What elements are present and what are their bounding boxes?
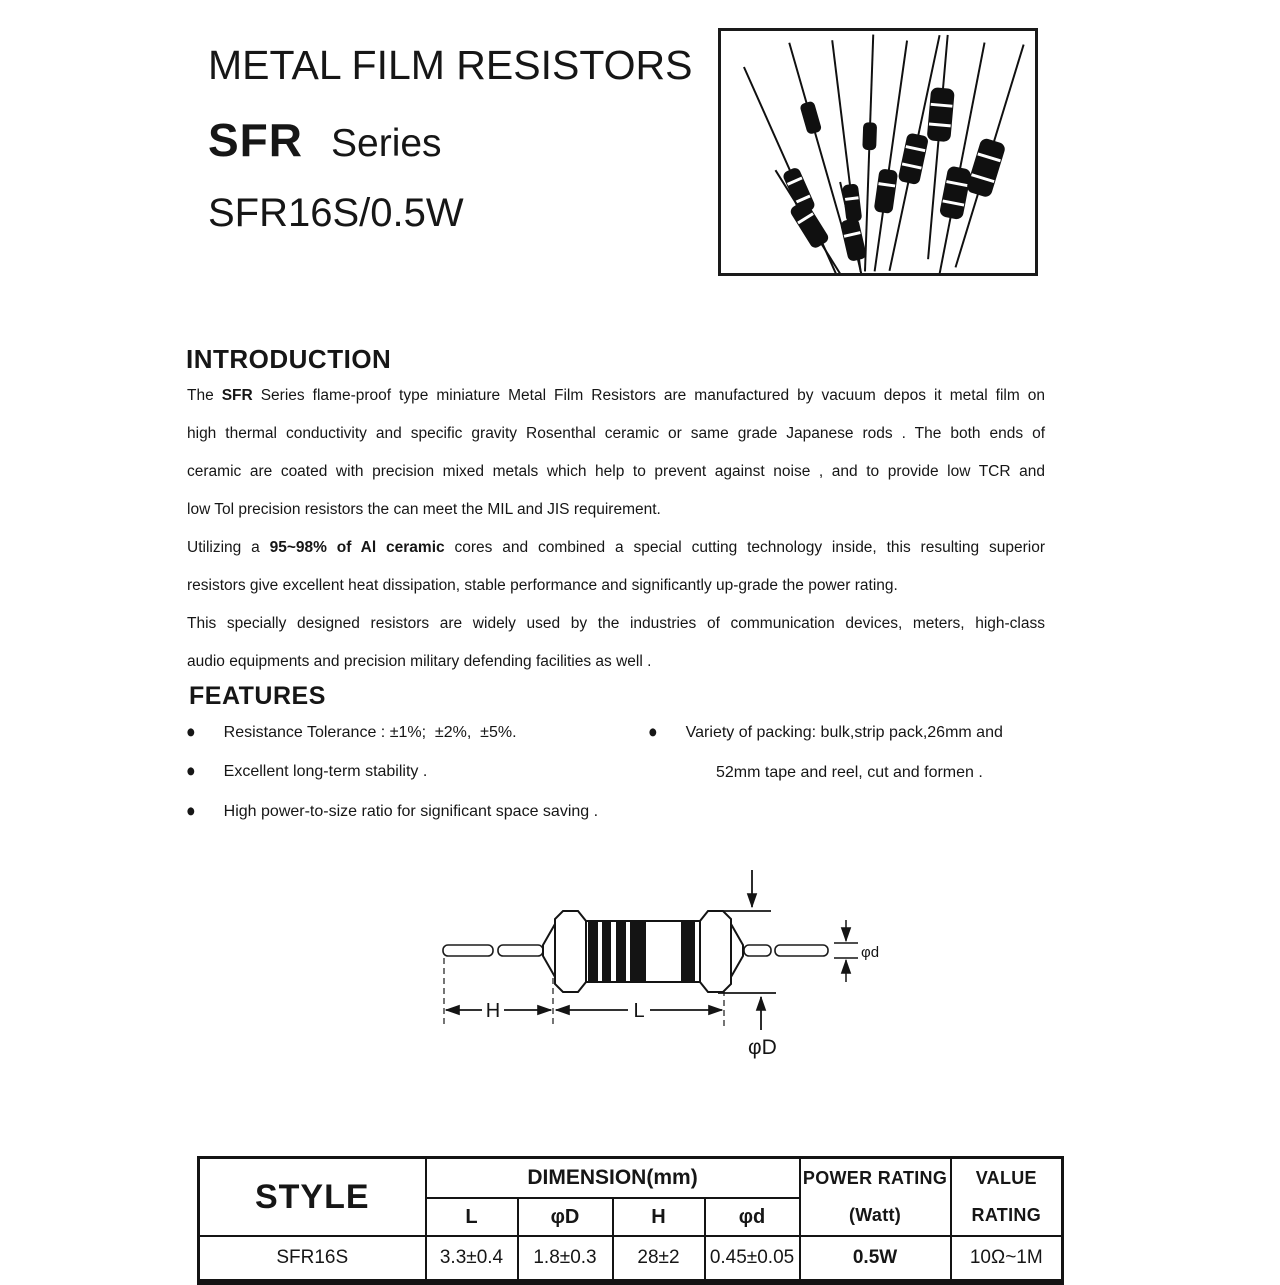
resistors-photo-graphic	[721, 31, 1035, 273]
features-heading: FEATURES	[189, 682, 326, 710]
intro-text-bold: SFR	[221, 387, 253, 404]
resistor-lead-left	[443, 945, 543, 956]
dimension-phi-d-lead	[834, 920, 879, 982]
intro-line	[187, 377, 1045, 415]
photo-resistor	[944, 41, 1035, 271]
table-header-l: L	[426, 1198, 518, 1236]
table-header-power-rating	[800, 1158, 951, 1237]
intro-text: Utilizing a	[187, 539, 270, 556]
cell-phi-d: 1.8±0.3	[518, 1236, 613, 1282]
feature-text: Variety of packing: bulk,strip pack,26mm and	[685, 724, 1003, 741]
feature-item-continuation	[716, 761, 983, 785]
series-name: SFR	[208, 114, 303, 166]
feature-item	[186, 800, 598, 824]
table-header-value-rating	[951, 1158, 1063, 1237]
intro-line: ceramic are coated with precision mixed metals which help to prevent against noise , and to provide low TCR and	[187, 463, 1045, 480]
table-header-phi-d: φD	[518, 1198, 613, 1236]
dimension-diagram-graphic	[430, 858, 900, 1076]
resistor-dimension-diagram	[430, 858, 900, 1076]
intro-line: This specially designed resistors are widely used by the industries of communication devices, meters, high-class	[187, 615, 1045, 632]
dimension-l	[556, 999, 722, 1022]
intro-text-bold: 95~98% of Al ceramic	[269, 539, 445, 556]
table-header-h: H	[613, 1198, 705, 1236]
table-header-style: STYLE	[199, 1158, 426, 1237]
intro-text: cores and combined a special cutting technology inside, this resulting superior	[444, 539, 1045, 556]
resistors-photo	[718, 28, 1038, 276]
intro-line	[187, 529, 1045, 567]
dim-label-phi-d-body: φD	[748, 1036, 777, 1059]
bullet-icon: ●	[648, 722, 658, 743]
intro-text: Series flame-proof type miniature Metal Film Resistors are manufactured by vacuum depos it metal film on	[252, 387, 1045, 404]
table-row	[199, 1236, 1063, 1282]
model-number: SFR16S/0.5W	[208, 191, 464, 235]
photo-resistor	[768, 165, 848, 273]
table-header-phi-d-small: φd	[705, 1198, 800, 1236]
dimension-phi-d-body	[718, 993, 777, 1059]
introduction-heading: INTRODUCTION	[186, 344, 392, 374]
page-title: METAL FILM RESISTORS	[208, 42, 693, 88]
feature-text: High power-to-size ratio for significant space saving .	[223, 803, 599, 820]
series-suffix: Series	[331, 122, 442, 165]
intro-line: high thermal conductivity and specific gravity Rosenthal ceramic or same grade Japanese rods . The both ends of	[187, 425, 1045, 442]
feature-text: Resistance Tolerance : ±1%; ±2%, ±5%.	[223, 724, 517, 741]
power-rating-unit: (Watt)	[848, 1205, 902, 1225]
dimension-h	[446, 999, 551, 1022]
dim-label-phi-d-lead: φd	[861, 944, 880, 961]
cell-phi-d-small: 0.45±0.05	[705, 1236, 800, 1282]
intro-line: resistors give excellent heat dissipation, stable performance and significantly up-grade the power rating.	[187, 577, 898, 594]
dim-label-l: L	[633, 1000, 645, 1022]
table-header-dimension: DIMENSION(mm)	[426, 1158, 800, 1199]
dim-label-h: H	[485, 1000, 501, 1022]
intro-line: low Tol precision resistors the can meet the MIL and JIS requirement.	[187, 501, 661, 518]
feature-item	[648, 721, 1003, 745]
intro-text: The	[187, 387, 222, 404]
feature-item	[186, 760, 427, 784]
cell-style: SFR16S	[199, 1236, 426, 1282]
rating-label: RATING	[971, 1205, 1042, 1225]
power-rating-label: POWER RATING	[802, 1168, 948, 1188]
introduction-paragraphs	[187, 377, 1045, 681]
feature-item	[186, 721, 517, 745]
cell-h: 28±2	[613, 1236, 705, 1282]
resistor-lead-right	[744, 945, 828, 956]
cell-value: 10Ω~1M	[951, 1236, 1063, 1282]
feature-text: 52mm tape and reel, cut and formen .	[716, 764, 983, 781]
cell-power: 0.5W	[800, 1236, 951, 1282]
series-title	[208, 114, 442, 178]
bullet-icon: ●	[186, 722, 196, 743]
feature-text: Excellent long-term stability .	[223, 763, 428, 780]
cell-l: 3.3±0.4	[426, 1236, 518, 1282]
photo-resistor	[737, 64, 844, 273]
bullet-icon: ●	[186, 761, 196, 782]
body-top-marker	[723, 870, 771, 911]
spec-table	[197, 1156, 1064, 1285]
bullet-icon: ●	[186, 801, 196, 822]
photo-resistor	[880, 33, 949, 273]
value-label: VALUE	[975, 1168, 1037, 1188]
intro-line: audio equipments and precision military defending facilities as well .	[187, 653, 652, 670]
